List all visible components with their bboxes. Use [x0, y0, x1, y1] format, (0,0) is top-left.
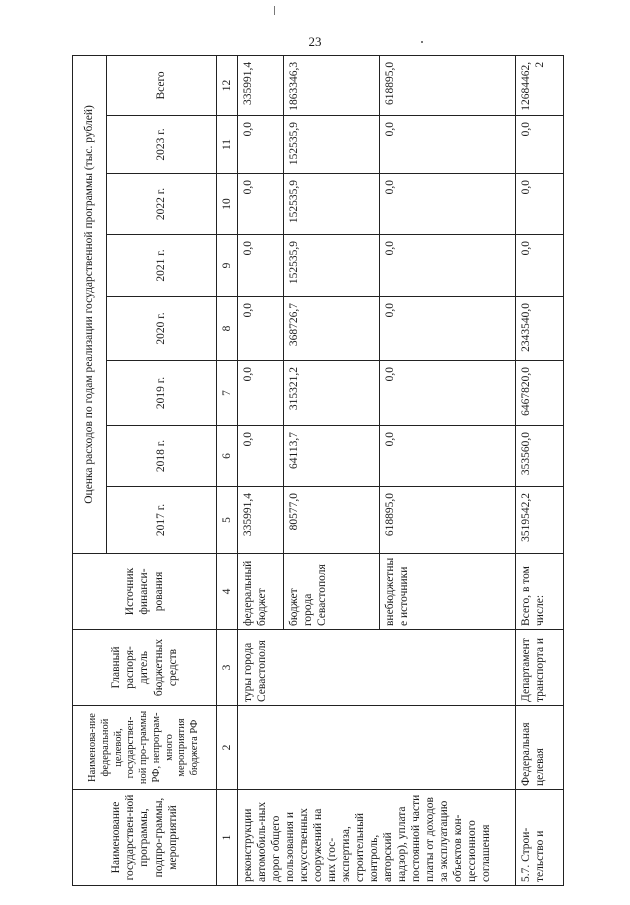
value-cell: 315321,2 [284, 361, 380, 426]
value-cell: 618895,0 [380, 487, 516, 554]
header-program-name: Наименование государствен-ной программы, подпро-граммы, мероприятий [73, 790, 217, 886]
value-cell: 0,0 [238, 116, 284, 174]
administrator-cell: туры города Севастополя [238, 630, 516, 706]
value-cell: 80577,0 [284, 487, 380, 554]
header-source: Источник финанси-рования [73, 554, 217, 630]
source-cell: внебюджетные источники [380, 554, 516, 630]
value-cell: 0,0 [380, 361, 516, 426]
measure-name: реконструкции автомобиль-ных дорог общего пользования и искусственных сооружений на них (гос-экспертиза, строительный контроль, авторский надзор), уплата постоянной части платы от доходов за эксплуатацию объектов кон-цессионного соглашения [238, 790, 516, 886]
table-row [516, 55, 564, 885]
budget-table [72, 55, 564, 886]
header-year: 2023 г. [107, 116, 217, 174]
value-cell: 618895,0 [380, 55, 516, 115]
column-number: 10 [217, 174, 238, 235]
value-cell: 0,0 [238, 361, 284, 426]
value-cell: 0,0 [380, 297, 516, 361]
column-number: 8 [217, 297, 238, 361]
value-cell: 64113,7 [284, 426, 380, 487]
value-cell: 0,0 [238, 297, 284, 361]
value-cell: 3519542,2 [516, 487, 564, 554]
value-cell: 0,0 [380, 116, 516, 174]
page-number: 23 [308, 34, 322, 49]
header-year: 2020 г. [107, 297, 217, 361]
header-federal-program: Наименова-ние федеральной целевой, государствен-ной про-граммы РФ, непрограм-много мероприятия бюджета РФ [73, 706, 217, 790]
administrator-cell: Департамент транспорта и [516, 630, 564, 706]
column-number: 7 [217, 361, 238, 426]
measure-name: 5.7. Строи-тельство и [516, 790, 564, 886]
column-number-row [217, 55, 238, 885]
value-cell: 152535,9 [284, 235, 380, 297]
header-year: 2017 г. [107, 487, 217, 554]
column-number: 6 [217, 426, 238, 487]
value-cell: 353560,0 [516, 426, 564, 487]
value-cell: 6467820,0 [516, 361, 564, 426]
column-number: 5 [217, 487, 238, 554]
column-number: 2 [217, 706, 238, 790]
source-cell: федеральный бюджет [238, 554, 284, 630]
value-cell: 0,0 [516, 116, 564, 174]
column-number: 1 [217, 790, 238, 886]
column-number: 12 [217, 55, 238, 115]
value-cell: 0,0 [516, 235, 564, 297]
scan-mark [274, 6, 275, 15]
value-cell: 152535,9 [284, 174, 380, 235]
header-expense-estimate: Оценка расходов по годам реализации государственной программы (тыс. рублей) [73, 55, 107, 553]
source-cell: Всего, в том числе: [516, 554, 564, 630]
column-number: 4 [217, 554, 238, 630]
header-year: 2021 г. [107, 235, 217, 297]
value-cell: 335991,4 [238, 487, 284, 554]
value-cell: 0,0 [380, 235, 516, 297]
column-number: 11 [217, 116, 238, 174]
value-cell: 152535,9 [284, 116, 380, 174]
rotated-table-container [72, 56, 562, 886]
value-cell: 0,0 [516, 174, 564, 235]
source-cell: бюджет города Севастополя [284, 554, 380, 630]
federal-program-cell: Федеральная целевая [516, 706, 564, 790]
value-cell: 1863346,3 [284, 55, 380, 115]
header-total: Всего [107, 55, 217, 115]
header-year: 2022 г. [107, 174, 217, 235]
header-year: 2018 г. [107, 426, 217, 487]
scan-mark [421, 41, 423, 43]
value-cell: 0,0 [238, 426, 284, 487]
header-administrator: Главный распоря-дитель бюджетных средств [73, 630, 217, 706]
table-row [238, 55, 284, 885]
value-cell: 0,0 [380, 426, 516, 487]
column-number: 3 [217, 630, 238, 706]
value-cell: 12684462,2 [516, 55, 564, 115]
value-cell: 368726,7 [284, 297, 380, 361]
value-cell: 0,0 [238, 235, 284, 297]
column-number: 9 [217, 235, 238, 297]
value-cell: 335991,4 [238, 55, 284, 115]
value-cell: 2343540,0 [516, 297, 564, 361]
federal-program-cell [238, 706, 516, 790]
value-cell: 0,0 [238, 174, 284, 235]
value-cell: 0,0 [380, 174, 516, 235]
header-year: 2019 г. [107, 361, 217, 426]
